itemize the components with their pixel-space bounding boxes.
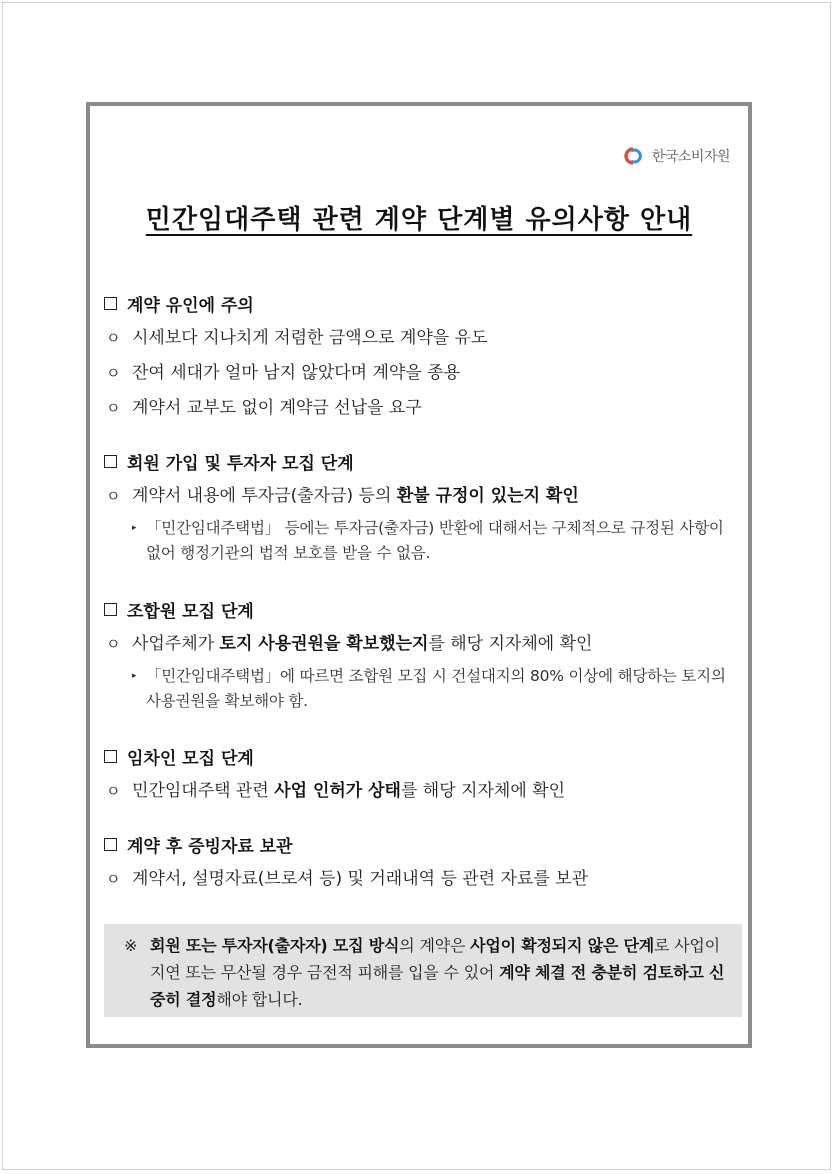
bold-text-run: 회원 또는 투자자(출자자) 모집 방식 <box>150 936 400 955</box>
bold-text-run: 계약 체결 전 충분히 검토하고 신중히 결정 <box>150 963 725 1009</box>
text-run: 로 사업이 지연 또는 무산될 경우 금전적 피해를 입을 수 있어 <box>150 936 720 982</box>
circle-bullet-icon: ㅇ <box>106 635 121 653</box>
section-heading-text: 계약 후 증빙자료 보관 <box>127 836 293 857</box>
text-run: 계약서 내용에 투자금(출자금) 등의 <box>132 486 397 506</box>
circle-bullet-icon: ㅇ <box>106 782 121 800</box>
section-member-investor <box>104 449 734 566</box>
list-item <box>104 632 734 656</box>
triangle-bullet-icon: ▸ <box>132 671 137 681</box>
page-title <box>90 199 748 236</box>
list-item-text <box>132 484 579 508</box>
section-tenant <box>104 744 734 803</box>
text-run: 사업주체가 <box>132 634 220 654</box>
notice-frame <box>86 102 752 1048</box>
section-heading <box>104 832 734 856</box>
logo-text: 한국소비자원 <box>651 149 730 165</box>
bold-text-run: 사업 인허가 상태 <box>274 781 401 801</box>
checkbox-square-icon <box>104 297 117 310</box>
kca-logo <box>620 146 730 166</box>
list-item <box>104 867 734 891</box>
list-item-text <box>132 779 565 803</box>
section-heading-text: 조합원 모집 단계 <box>127 601 254 622</box>
bold-text-run: 환불 규정이 있는지 확인 <box>396 486 579 506</box>
text-run: 의 계약은 <box>399 936 471 955</box>
section-contract-lure <box>104 291 734 420</box>
section-heading <box>104 744 734 768</box>
checkbox-square-icon <box>104 603 117 616</box>
reference-mark-icon: ※ <box>124 936 138 955</box>
sub-note <box>104 516 734 566</box>
bold-text-run: 사업이 확정되지 않은 단계 <box>470 936 655 955</box>
circle-bullet-icon: ㅇ <box>106 329 121 347</box>
list-item-text: 계약서 교부도 없이 계약금 선납을 요구 <box>132 398 422 418</box>
section-heading-text: 임차인 모집 단계 <box>127 748 254 769</box>
bold-text-run: 토지 사용권원을 확보했는지 <box>219 634 429 654</box>
checkbox-square-icon <box>104 750 117 763</box>
circle-bullet-icon: ㅇ <box>106 364 121 382</box>
list-item <box>104 779 734 803</box>
triangle-bullet-icon: ▸ <box>132 523 137 533</box>
section-heading-text: 계약 유인에 주의 <box>127 295 254 316</box>
section-heading <box>104 449 734 473</box>
sub-note-text: 「민간임대주택법」 등에는 투자금(출자금) 반환에 대해서는 구체적으로 규정된 사항이 없어 행정기관의 법적 보호를 받을 수 없음. <box>146 519 724 562</box>
section-evidence <box>104 832 734 891</box>
page-title-text: 민간임대주택 관련 계약 단계별 유의사항 안내 <box>145 205 693 235</box>
checkbox-square-icon <box>104 455 117 468</box>
list-item-text <box>132 632 592 656</box>
section-heading <box>104 597 734 621</box>
sub-note <box>104 664 734 714</box>
list-item-text: 시세보다 지나치게 저렴한 금액으로 계약을 유도 <box>132 328 488 348</box>
warning-note-box <box>104 924 742 1017</box>
text-run: 해야 합니다. <box>216 990 303 1009</box>
warning-note-text <box>128 932 732 1013</box>
section-heading-text: 회원 가입 및 투자자 모집 단계 <box>127 453 354 474</box>
list-item <box>104 484 734 508</box>
list-item-text: 잔여 세대가 얼마 남지 않았다며 계약을 종용 <box>132 363 461 383</box>
text-run: 를 해당 지자체에 확인 <box>428 634 593 654</box>
section-union-member <box>104 597 734 714</box>
text-run: 민간임대주택 관련 <box>132 781 275 801</box>
list-item <box>104 326 734 350</box>
list-item <box>104 396 734 420</box>
list-item-text: 계약서, 설명자료(브로셔 등) 및 거래내역 등 관련 자료를 보관 <box>132 869 589 889</box>
section-heading <box>104 291 734 315</box>
sub-note-text: 「민간임대주택법」에 따르면 조합원 모집 시 건설대지의 80% 이상에 해당하는 토지의 사용권원을 확보해야 함. <box>146 667 726 710</box>
checkbox-square-icon <box>104 838 117 851</box>
text-run: 를 해당 지자체에 확인 <box>400 781 565 801</box>
circle-bullet-icon: ㅇ <box>106 399 121 417</box>
circle-bullet-icon: ㅇ <box>106 870 121 888</box>
circle-bullet-icon: ㅇ <box>106 487 121 505</box>
kca-logo-icon <box>620 146 646 166</box>
list-item <box>104 361 734 385</box>
